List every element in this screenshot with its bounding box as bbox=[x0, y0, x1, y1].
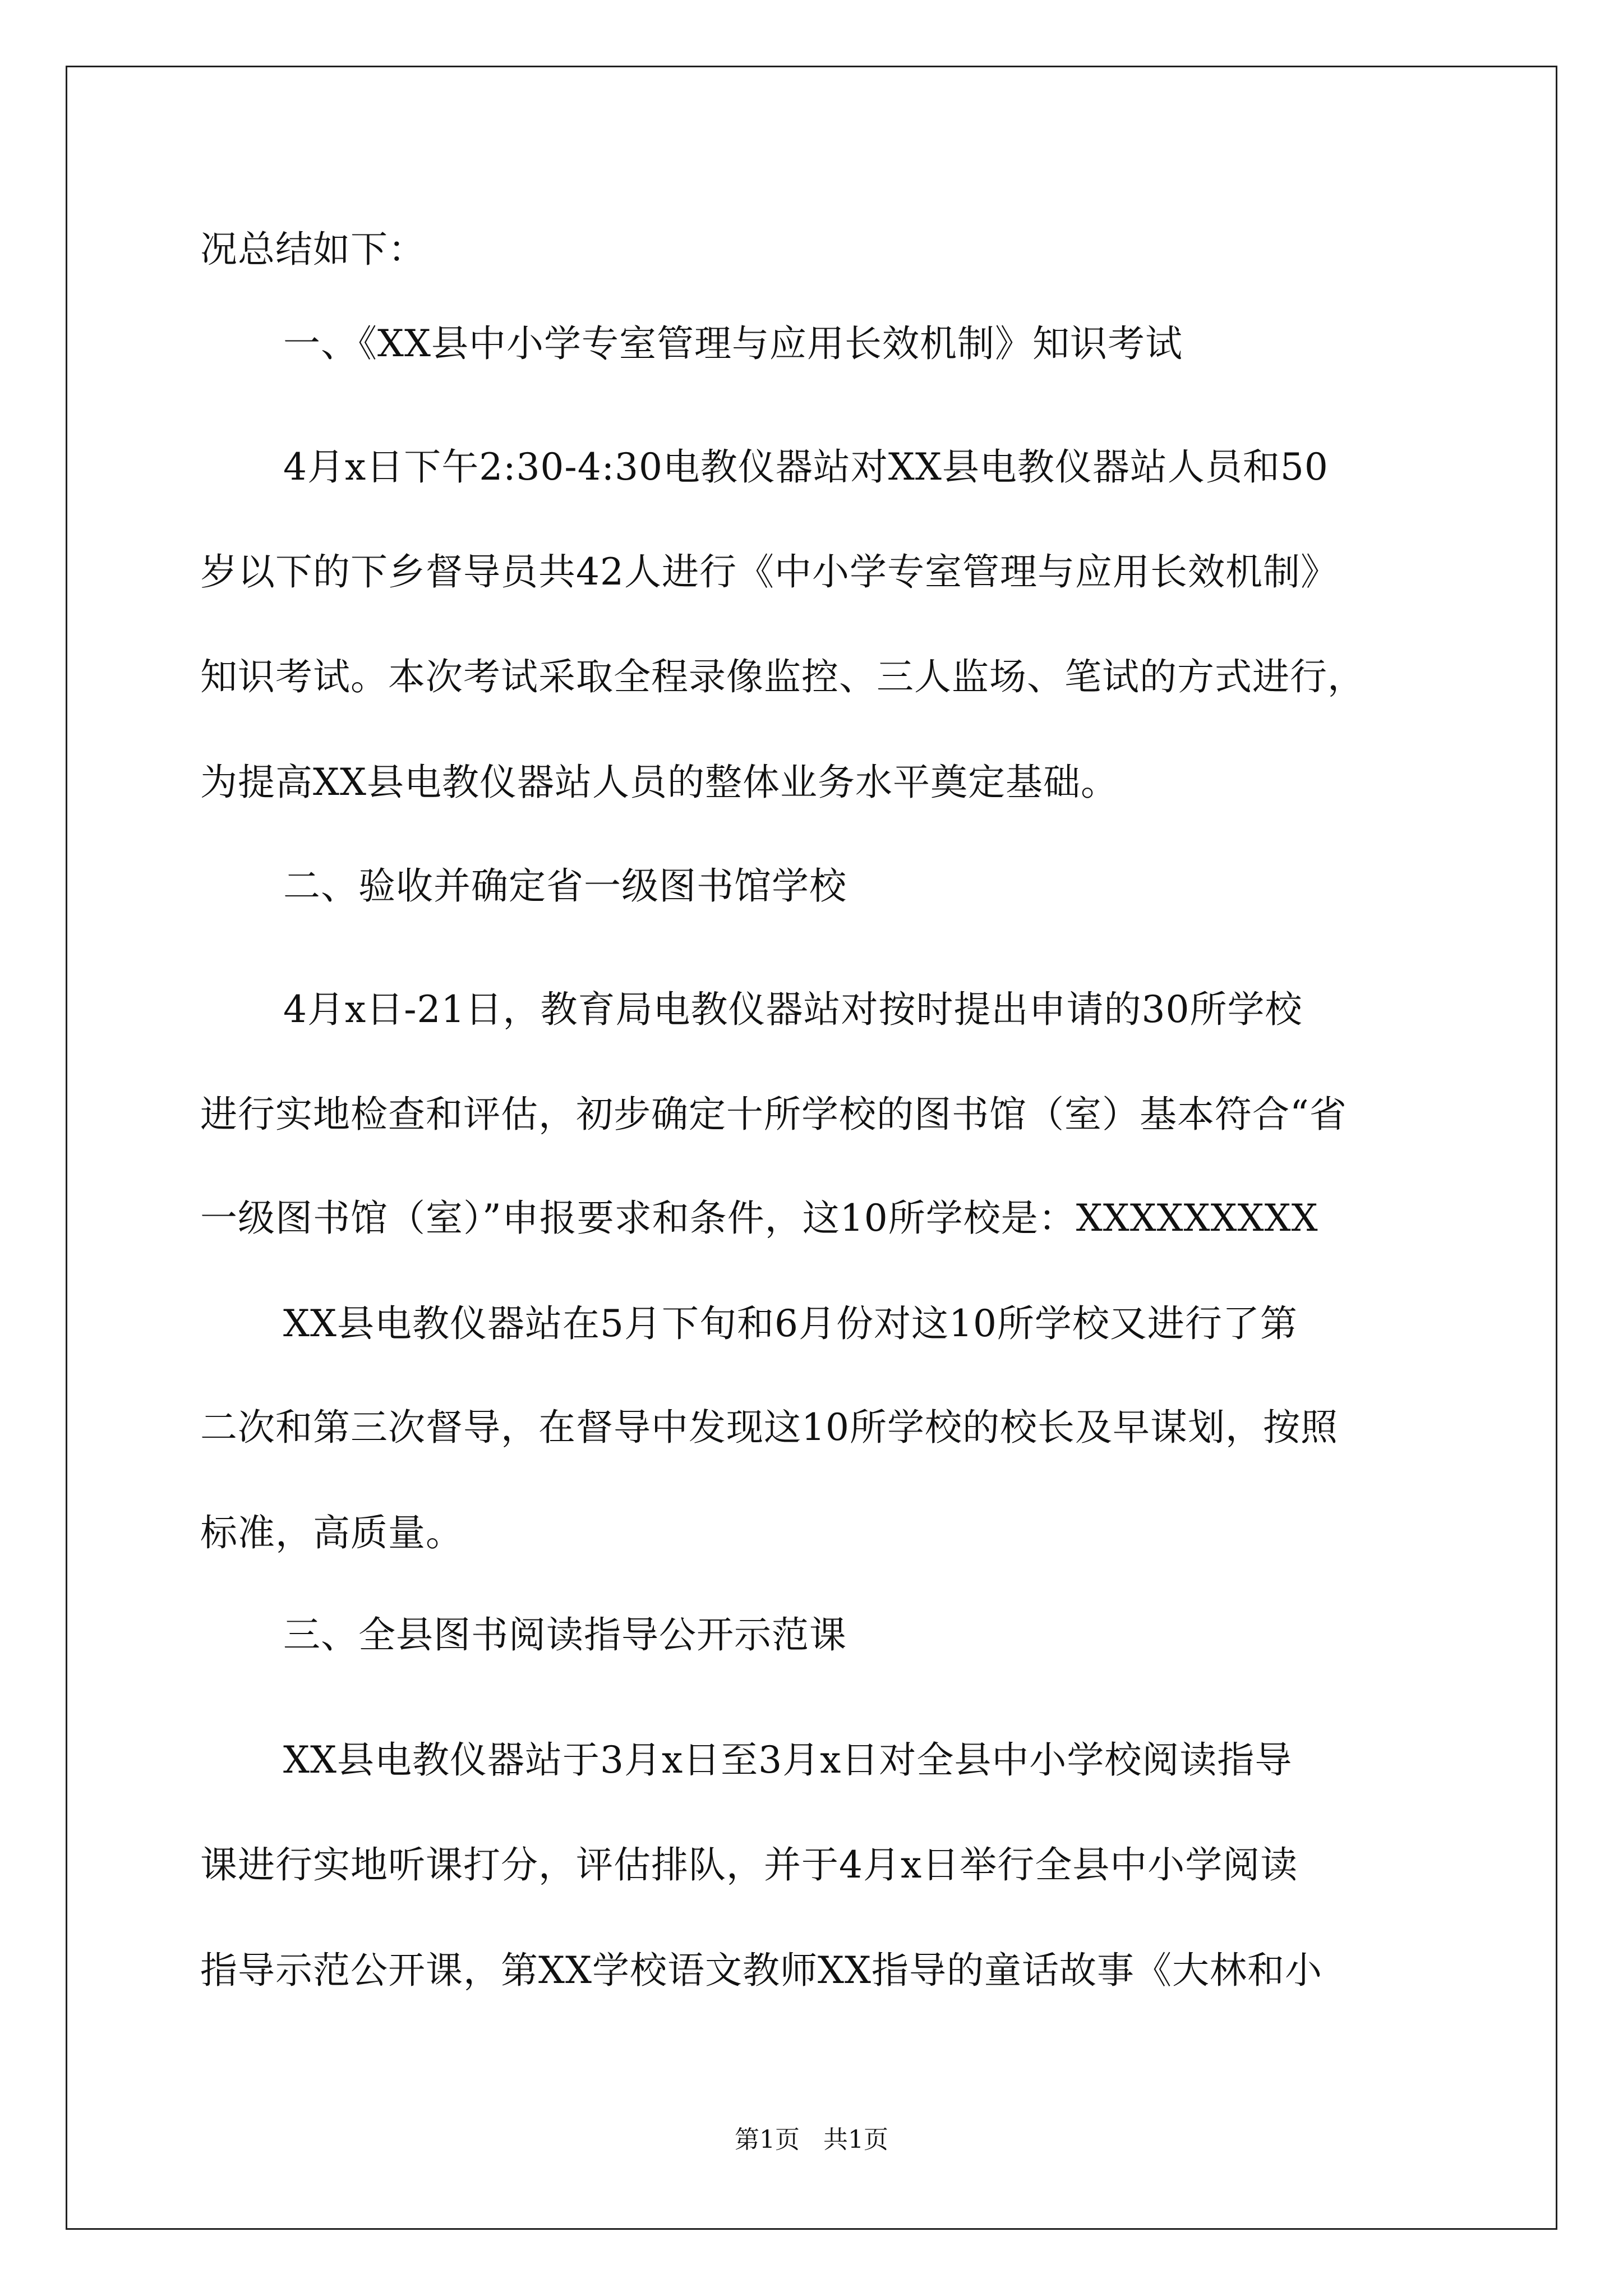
text-line-8: 4月x日-21日，教育局电教仪器站对按时提出申请的30所学校 bbox=[283, 988, 1303, 1031]
text-line-17: 指导示范公开课，第XX学校语文教师XX指导的童话故事《大林和小 bbox=[200, 1949, 1322, 1992]
text-line-6: 为提高XX县电教仪器站人员的整体业务水平奠定基础。 bbox=[200, 761, 1118, 804]
text-line-11: XX县电教仪器站在5月下旬和6月份对这10所学校又进行了第 bbox=[283, 1302, 1298, 1345]
text-line-15: XX县电教仪器站于3月x日至3月x日对全县中小学校阅读指导 bbox=[283, 1738, 1293, 1782]
text-line-9: 进行实地检查和评估，初步确定十所学校的图书馆（室）基本符合“省 bbox=[200, 1093, 1347, 1136]
text-line-1: 况总结如下： bbox=[200, 228, 426, 271]
text-line-10: 一级图书馆（室）”申报要求和条件，这10所学校是：XXXXXXXXX bbox=[200, 1197, 1318, 1240]
text-line-16: 课进行实地听课打分，评估排队，并于4月x日举行全县中小学阅读 bbox=[200, 1843, 1298, 1887]
section-heading-1: 一、《XX县中小学专室管理与应用长效机制》知识考试 bbox=[283, 322, 1183, 365]
text-line-4: 岁以下的下乡督导员共42人进行《中小学专室管理与应用长效机制》 bbox=[200, 550, 1338, 593]
text-line-5: 知识考试。本次考试采取全程录像监控、三人监场、笔试的方式进行， bbox=[200, 655, 1365, 698]
text-line-13: 标准，高质量。 bbox=[200, 1511, 463, 1554]
section-heading-2: 二、验收并确定省一级图书馆学校 bbox=[283, 864, 847, 908]
text-line-12: 二次和第三次督导，在督导中发现这10所学校的校长及早谋划，按照 bbox=[200, 1406, 1338, 1449]
page-footer: 第1页 共1页 bbox=[735, 2125, 888, 2154]
text-line-3: 4月x日下午2:30-4:30电教仪器站对XX县电教仪器站人员和50 bbox=[283, 445, 1329, 489]
section-heading-3: 三、全县图书阅读指导公开示范课 bbox=[283, 1613, 847, 1657]
page-border bbox=[66, 66, 1557, 2230]
